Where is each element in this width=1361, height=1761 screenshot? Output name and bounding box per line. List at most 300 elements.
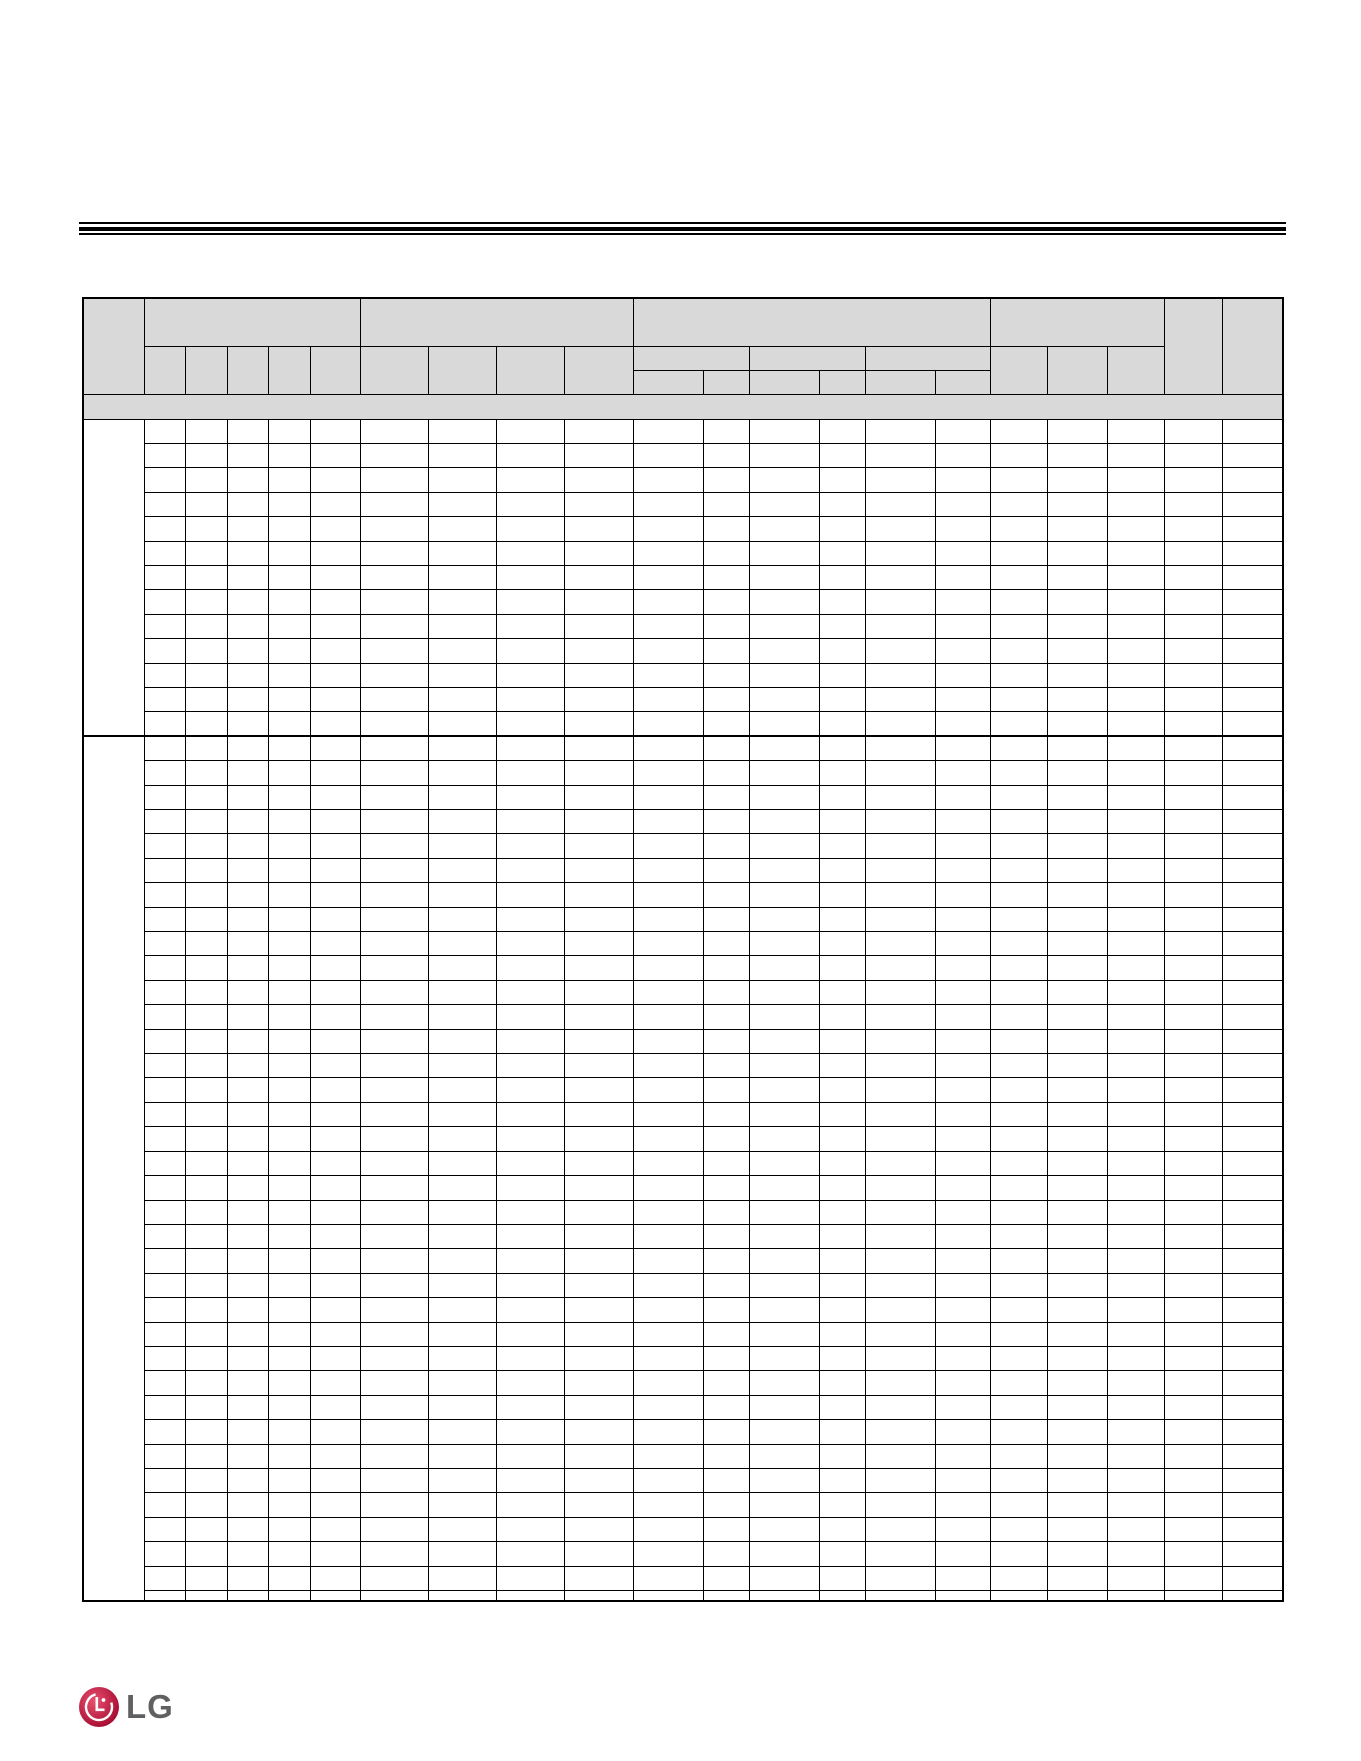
header-row-1: [84, 299, 1282, 346]
table-cell: [564, 1273, 633, 1297]
table-cell: [1222, 1176, 1282, 1200]
table-cell: [1047, 1420, 1107, 1444]
table-cell: [1222, 1542, 1282, 1566]
table-cell: [819, 1249, 865, 1273]
table-cell: [1164, 1102, 1222, 1126]
table-cell: [185, 590, 227, 614]
table-cell: [144, 1054, 185, 1078]
table-cell: [185, 858, 227, 882]
table-cell: [185, 956, 227, 980]
table-cell: [227, 883, 268, 907]
table-cell: [1047, 980, 1107, 1004]
table-cell: [144, 1517, 185, 1541]
table-cell: [749, 1468, 819, 1492]
table-cell: [703, 1078, 749, 1102]
header-cell: [865, 370, 935, 394]
table-cell: [496, 492, 564, 516]
table-cell: [360, 614, 428, 638]
table-cell: [703, 1151, 749, 1175]
table-cell: [144, 565, 185, 589]
table-cell: [935, 687, 990, 711]
table-cell: [496, 736, 564, 760]
table-cell: [360, 1249, 428, 1273]
table-cell: [496, 883, 564, 907]
table-cell: [749, 932, 819, 956]
table-row: [84, 687, 1282, 711]
table-cell: [268, 687, 310, 711]
table-cell: [144, 1395, 185, 1419]
table-cell: [990, 1395, 1047, 1419]
table-cell: [865, 1591, 935, 1603]
table-cell: [990, 1468, 1047, 1492]
table-cell: [564, 1029, 633, 1053]
table-cell: [428, 663, 496, 687]
table-cell: [935, 1005, 990, 1029]
table-cell: [1047, 517, 1107, 541]
table-cell: [1222, 1298, 1282, 1322]
table-cell: [990, 932, 1047, 956]
table-cell: [1047, 614, 1107, 638]
table-row: [84, 1298, 1282, 1322]
table-cell: [496, 1273, 564, 1297]
table-cell: [310, 834, 360, 858]
table-cell: [144, 785, 185, 809]
table-row: [84, 1444, 1282, 1468]
table-cell: [428, 1176, 496, 1200]
table-cell: [865, 1005, 935, 1029]
table-cell: [428, 810, 496, 834]
table-cell: [310, 1054, 360, 1078]
table-cell: [310, 1151, 360, 1175]
table-cell: [1164, 712, 1222, 736]
table-cell: [185, 1249, 227, 1273]
table-cell: [360, 517, 428, 541]
table-cell: [185, 1151, 227, 1175]
table-cell: [496, 834, 564, 858]
table-cell: [310, 1542, 360, 1566]
table-cell: [819, 1420, 865, 1444]
table-cell: [564, 517, 633, 541]
table-cell: [1222, 614, 1282, 638]
table-cell: [1047, 1517, 1107, 1541]
table-cell: [703, 1176, 749, 1200]
table-cell: [185, 1371, 227, 1395]
table-cell: [1222, 1078, 1282, 1102]
table-cell: [496, 1346, 564, 1370]
table-cell: [1047, 932, 1107, 956]
table-cell: [185, 1005, 227, 1029]
table-cell: [496, 1005, 564, 1029]
table-cell: [633, 1566, 703, 1590]
table-cell: [360, 1298, 428, 1322]
table-cell: [990, 761, 1047, 785]
table-cell: [990, 1591, 1047, 1603]
table-cell: [310, 565, 360, 589]
table-cell: [1047, 1468, 1107, 1492]
table-cell: [749, 687, 819, 711]
table-cell: [360, 1102, 428, 1126]
table-cell: [227, 492, 268, 516]
table-cell: [819, 1542, 865, 1566]
table-cell: [633, 1542, 703, 1566]
table-cell: [144, 443, 185, 467]
table-cell: [428, 517, 496, 541]
table-cell: [819, 492, 865, 516]
table-cell: [496, 1517, 564, 1541]
header-cell-group-3: [633, 299, 990, 346]
table-cell: [185, 517, 227, 541]
table-cell: [703, 1517, 749, 1541]
table-cell: [1164, 590, 1222, 614]
table-cell: [1164, 1054, 1222, 1078]
table-cell: [703, 541, 749, 565]
table-cell: [703, 1346, 749, 1370]
table-cell: [564, 1542, 633, 1566]
table-row: [84, 956, 1282, 980]
table-cell: [749, 1151, 819, 1175]
table-cell: [749, 1127, 819, 1151]
table-cell: [496, 443, 564, 467]
table-cell: [227, 810, 268, 834]
table-cell: [703, 956, 749, 980]
table-cell: [1222, 810, 1282, 834]
table-cell: [360, 1566, 428, 1590]
table-cell: [633, 565, 703, 589]
table-cell: [496, 565, 564, 589]
table-cell: [633, 419, 703, 443]
table-cell: [819, 1102, 865, 1126]
table-cell: [185, 1420, 227, 1444]
table-cell: [185, 883, 227, 907]
table-cell: [496, 541, 564, 565]
table-cell: [819, 712, 865, 736]
table-cell: [227, 858, 268, 882]
table-row: [84, 1371, 1282, 1395]
table-cell: [935, 858, 990, 882]
table-cell: [865, 980, 935, 1004]
table-cell: [990, 1224, 1047, 1248]
table-cell: [1107, 980, 1164, 1004]
table-cell: [990, 1493, 1047, 1517]
table-cell: [935, 1444, 990, 1468]
table-cell: [703, 883, 749, 907]
table-cell: [227, 761, 268, 785]
table-cell: [268, 1493, 310, 1517]
table-cell: [185, 810, 227, 834]
table-cell: [1107, 810, 1164, 834]
table-cell: [227, 1493, 268, 1517]
table-cell: [1107, 1591, 1164, 1603]
table-cell: [935, 1224, 990, 1248]
table-cell: [749, 883, 819, 907]
table-cell: [227, 565, 268, 589]
table-cell: [1107, 1029, 1164, 1053]
table-cell: [310, 907, 360, 931]
table-cell: [428, 980, 496, 1004]
table-cell: [1107, 468, 1164, 492]
table-cell: [703, 1444, 749, 1468]
table-cell: [819, 1444, 865, 1468]
table-cell: [749, 1200, 819, 1224]
table-cell: [496, 1322, 564, 1346]
table-row: [84, 712, 1282, 736]
table-cell: [990, 810, 1047, 834]
table-cell: [185, 492, 227, 516]
table-cell: [1164, 541, 1222, 565]
table-cell: [360, 1176, 428, 1200]
table-cell: [1047, 639, 1107, 663]
table-cell: [1222, 468, 1282, 492]
table-cell: [819, 1566, 865, 1590]
table-cell: [564, 736, 633, 760]
table-cell: [268, 1200, 310, 1224]
table-cell: [990, 1420, 1047, 1444]
table-cell: [428, 541, 496, 565]
table-cell: [819, 1078, 865, 1102]
table-cell: [310, 956, 360, 980]
table-cell: [935, 712, 990, 736]
table-cell: [819, 468, 865, 492]
table-cell: [268, 639, 310, 663]
table-cell: [1107, 1468, 1164, 1492]
table-cell: [360, 1078, 428, 1102]
table-cell: [1047, 1224, 1107, 1248]
table-cell: [144, 517, 185, 541]
table-cell: [749, 1273, 819, 1297]
table-cell: [819, 980, 865, 1004]
table-cell: [935, 1249, 990, 1273]
table-cell: [633, 1054, 703, 1078]
table-cell: [633, 1322, 703, 1346]
table-cell: [144, 419, 185, 443]
table-cell: [1222, 736, 1282, 760]
table-cell: [749, 1566, 819, 1590]
table-cell: [633, 932, 703, 956]
table-cell: [819, 1468, 865, 1492]
table-cell: [268, 956, 310, 980]
table-cell: [268, 858, 310, 882]
table-cell: [310, 980, 360, 1004]
table-cell: [633, 1224, 703, 1248]
table-cell: [360, 1005, 428, 1029]
table-cell: [185, 1054, 227, 1078]
table-cell: [1222, 541, 1282, 565]
table-cell: [185, 1102, 227, 1126]
table-cell: [865, 1395, 935, 1419]
table-cell: [990, 1542, 1047, 1566]
table-cell: [703, 1200, 749, 1224]
table-cell: [268, 761, 310, 785]
table-cell: [749, 1298, 819, 1322]
table-cell: [185, 785, 227, 809]
table-cell: [819, 1322, 865, 1346]
table-cell: [1222, 1566, 1282, 1590]
header-cell-group-1: [144, 299, 360, 346]
table-cell: [1047, 834, 1107, 858]
table-cell: [428, 761, 496, 785]
table-cell: [935, 639, 990, 663]
table-cell: [633, 1127, 703, 1151]
table-cell: [360, 1468, 428, 1492]
table-cell: [360, 1054, 428, 1078]
table-cell: [185, 541, 227, 565]
table-cell: [819, 639, 865, 663]
table-cell: [1222, 785, 1282, 809]
table-cell: [310, 1566, 360, 1590]
table-cell: [703, 1224, 749, 1248]
table-cell: [310, 1444, 360, 1468]
table-cell: [819, 858, 865, 882]
table-cell: [1222, 517, 1282, 541]
table-cell: [1047, 443, 1107, 467]
table-cell: [935, 614, 990, 638]
table-cell: [990, 687, 1047, 711]
table-cell: [1107, 1176, 1164, 1200]
table-cell: [819, 614, 865, 638]
table-cell: [144, 1200, 185, 1224]
table-cell: [496, 1420, 564, 1444]
table-cell: [227, 1322, 268, 1346]
table-cell: [144, 1029, 185, 1053]
table-cell: [865, 834, 935, 858]
table-cell: [1047, 590, 1107, 614]
table-cell: [935, 1029, 990, 1053]
table-row: [84, 541, 1282, 565]
table-cell: [1222, 1591, 1282, 1603]
table-cell: [703, 932, 749, 956]
table-cell: [564, 712, 633, 736]
header-cell: [185, 346, 227, 394]
header-row-2: [84, 346, 1282, 370]
table-cell: [144, 1371, 185, 1395]
table-cell: [496, 590, 564, 614]
table-row: [84, 1102, 1282, 1126]
table-cell: [990, 1371, 1047, 1395]
table-cell: [935, 1298, 990, 1322]
table-cell: [428, 1273, 496, 1297]
table-cell: [1107, 1078, 1164, 1102]
table-cell: [865, 1493, 935, 1517]
table-cell: [1107, 1395, 1164, 1419]
table-cell: [1164, 785, 1222, 809]
table-cell: [865, 1224, 935, 1248]
table-cell: [935, 932, 990, 956]
table-cell: [268, 1029, 310, 1053]
table-cell: [360, 980, 428, 1004]
table-cell: [703, 614, 749, 638]
table-cell: [1047, 883, 1107, 907]
table-cell: [633, 492, 703, 516]
table-row: [84, 761, 1282, 785]
table-cell: [1164, 1371, 1222, 1395]
table-cell: [865, 1298, 935, 1322]
table-cell: [1164, 858, 1222, 882]
table-cell: [1047, 492, 1107, 516]
table-cell: [1164, 1078, 1222, 1102]
table-cell: [1222, 1517, 1282, 1541]
table-cell: [633, 590, 703, 614]
table-cell: [990, 858, 1047, 882]
table-cell: [564, 1249, 633, 1273]
table-cell: [703, 590, 749, 614]
table-cell: [633, 1176, 703, 1200]
table-row: [84, 785, 1282, 809]
table-row: [84, 1273, 1282, 1297]
table-cell: [990, 956, 1047, 980]
table-cell: [819, 517, 865, 541]
table-cell: [1164, 1151, 1222, 1175]
table-cell: [496, 907, 564, 931]
table-cell: [935, 1151, 990, 1175]
table-cell: [564, 1566, 633, 1590]
table-cell: [1222, 858, 1282, 882]
table-cell: [185, 687, 227, 711]
table-cell: [1107, 1054, 1164, 1078]
table-cell: [935, 517, 990, 541]
table-cell: [185, 565, 227, 589]
table-cell: [428, 1005, 496, 1029]
table-cell: [990, 1151, 1047, 1175]
table-cell: [1107, 1298, 1164, 1322]
table-cell: [1047, 1371, 1107, 1395]
table-cell: [633, 1591, 703, 1603]
table-cell: [310, 492, 360, 516]
table-cell: [496, 1444, 564, 1468]
table-cell: [990, 1029, 1047, 1053]
table-cell: [227, 1298, 268, 1322]
table-cell: [310, 517, 360, 541]
table-cell: [564, 1346, 633, 1370]
table-cell: [360, 1493, 428, 1517]
table-cell: [749, 590, 819, 614]
table-cell: [935, 1468, 990, 1492]
table-cell: [935, 492, 990, 516]
table-row: [84, 1322, 1282, 1346]
table-cell: [268, 614, 310, 638]
table-cell: [865, 1127, 935, 1151]
table-cell: [935, 1371, 990, 1395]
table-cell: [310, 1468, 360, 1492]
table-cell: [144, 663, 185, 687]
table-cell: [144, 1591, 185, 1603]
table-cell: [1222, 1005, 1282, 1029]
table-cell: [865, 932, 935, 956]
table-cell: [1164, 614, 1222, 638]
table-cell: [428, 907, 496, 931]
header-cell: [1047, 346, 1107, 394]
table-cell: [865, 1444, 935, 1468]
table-cell: [819, 1517, 865, 1541]
table-cell: [935, 541, 990, 565]
table-row: [84, 1200, 1282, 1224]
table-cell: [703, 1420, 749, 1444]
table-cell: [564, 907, 633, 931]
table-cell: [227, 517, 268, 541]
table-cell: [749, 1517, 819, 1541]
table-cell: [1107, 1249, 1164, 1273]
table-cell: [819, 1298, 865, 1322]
table-cell: [990, 614, 1047, 638]
table-cell: [360, 1591, 428, 1603]
table-cell: [360, 1322, 428, 1346]
table-cell: [564, 1298, 633, 1322]
table-cell: [227, 541, 268, 565]
table-cell: [1107, 1102, 1164, 1126]
header-cell: [564, 346, 633, 394]
table-cell: [1164, 834, 1222, 858]
table-cell: [633, 956, 703, 980]
table-cell: [703, 785, 749, 809]
